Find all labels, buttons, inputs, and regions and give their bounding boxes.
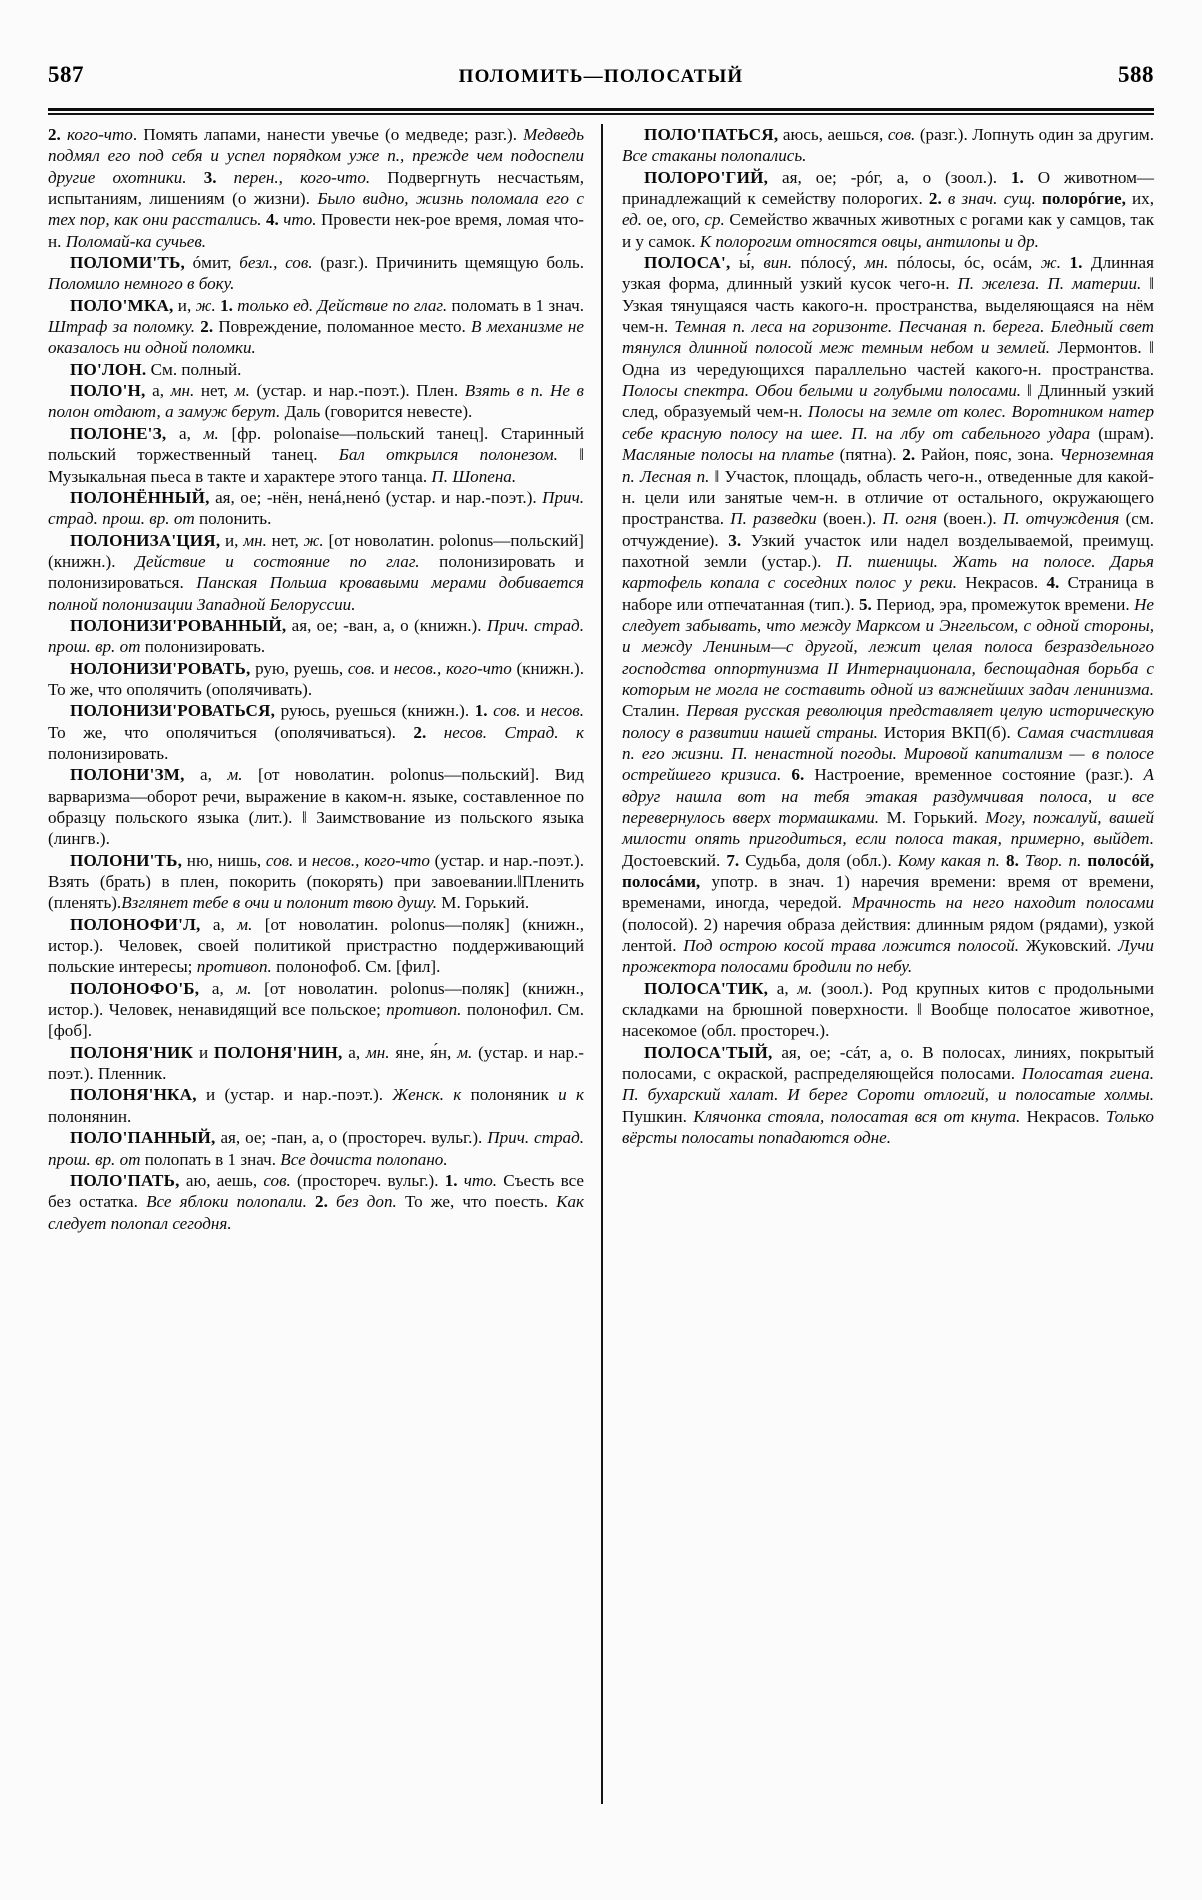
folio-left: 587 [48, 62, 84, 87]
dictionary-entry: ПОЛОРО'ГИЙ, ая, ое; -рóг, а, о (зоол.). 1. О животном—принадлежащий к семейству полорогих. 2. в знач. сущ. полорóгие, их, ед. ое, ого, ср. Семейство жвачных животных с рогами как у самцов, так и у самок. К полорогим относятся овцы, антилопы и др. [622, 167, 1155, 251]
running-title: ПОЛОМИТЬ—ПОЛОСАТЫЙ [458, 66, 744, 87]
dictionary-entry: ПОЛОНОФИ'Л, а, м. [от новолатин. polonus—поляк] (книжн., истор.). Человек, своей политикой пристрастно поддерживающий польские интересы; противоп. полонофоб. См. [фил]. [48, 914, 584, 977]
dictionary-entry: 2. кого-что. Помять лапами, нанести увечье (о медведе; разг.). Медведь подмял его под себя и успел порядком уже п., прежде чем подоспели другие охотники. 3. перен., кого-что. Подвергнуть несчастьям, испытаниям, лишениям (о жизни). Было видно, жизнь поломала его с тех пор, как они расстались. 4. что. Провести нек-рое время, ломая что-н. Поломай-ка сучьев. [48, 125, 585, 251]
rule-thin [48, 113, 1154, 115]
column-left [48, 124, 601, 1804]
column-container [48, 124, 1154, 1804]
header-rule [48, 108, 1154, 115]
dictionary-entry: ПОЛОМИ'ТЬ, óмит, безл., сов. (разг.). Причинить щемящую боль. Поломило немного в боку. [48, 253, 584, 294]
dictionary-entry: ПОЛОНЁННЫЙ, ая, ое; -нён, ненá,ненó (устар. и нар.-поэт.). Прич. страд. прош. вр. от полонить. [48, 487, 584, 529]
dictionary-entry: ПОЛО'ПАТЬ, аю, аешь, сов. (простореч. вульг.). 1. что. Съесть все без остатка. Все яблоки полопали. 2. без доп. То же, что поесть. Как следует полопал сегодня. [48, 1170, 585, 1233]
dictionary-entry: ПОЛО'ПАТЬСЯ, аюсь, аешься, сов. (разг.). Лопнуть один за другим. Все стаканы полопались. [622, 125, 1154, 166]
column-right [601, 124, 1154, 1804]
dictionary-entry: ПО'ЛОН. См. полный. [70, 359, 242, 379]
dictionary-entry: ПОЛО'Н, а, мн. нет, м. (устар. и нар.-поэт.). Плен. Взять в п. Не в полон отдают, а замуж берут. Даль (говорится невесте). [48, 381, 584, 422]
dictionary-entry: ПОЛОНИ'ТЬ, ню, нишь, сов. и несов., кого-что (устар. и нар.-поэт.). Взять (брать) в плен, покорить (покорять) при завоевании.‖Пленить (пленять).Взглянет тебе в очи и полонит твою душу. М. Горький. [48, 850, 584, 913]
dictionary-entry: ПОЛОНЕ'З, а, м. [фр. polonaise—польский танец]. Старинный польский торжественный танец. Бал открылся полонезом. ‖ Музыкальная пьеса в такте и характере этого танца. П. Шопена. [48, 423, 584, 486]
dictionary-entry: НОЛОНИЗИ'РОВАТЬ, рую, руешь, сов. и несов., кого-что (книжн.). То же, что ополячить (ополячивать). [48, 658, 584, 699]
dictionary-entry: ПОЛОНИЗА'ЦИЯ, и, мн. нет, ж. [от новолатин. polonus—польский] (книжн.). Действие и состояние по глаг. полонизировать и полонизироваться. Панская Польша кровавыми мерами добивается полной полонизации Западной Белоруссии. [48, 530, 585, 614]
dictionary-entry: ПОЛОНЯ'НКА, и (устар. и нар.-поэт.). Женск. к полоняник и к полонянин. [48, 1085, 584, 1126]
folio-right: 588 [1118, 62, 1154, 87]
dictionary-entry: ПОЛОНЯ'НИК и ПОЛОНЯ'НИН, а, мн. яне, я́н, м. (устар. и нар.-поэт.). Пленник. [48, 1042, 584, 1084]
dictionary-entry: ПОЛОНИЗИ'РОВАТЬСЯ, руюсь, руешься (книжн.). 1. сов. и несов. То же, что ополячиться (ополячиваться). 2. несов. Страд. к полонизировать. [48, 701, 584, 763]
dictionary-entry: ПОЛО'МКА, и, ж. 1. только ед. Действие по глаг. поломать в 1 знач. Штраф за поломку. 2. Повреждение, поломанное место. В механизме не оказалось ни одной поломки. [48, 295, 585, 358]
dictionary-entry: ПОЛОСА', ы́, вин. пóлосý, мн. пóлосы, óс, осáм, ж. 1. Длинная узкая форма, длинный узкий кусок чего-н. П. железа. П. материи. ‖ Узкая тянущаяся часть какого-н. пространства, выделяющаяся на нём чем-н. Темная п. леса на горизонте. Песчаная п. берега. Бледный свет тянулся длинной полосой меж темным небом и землей. Лермонтов. ‖ Одна из чередующихся параллельно частей какого-н. пространства. Полосы спектра. Обои белыми и голубыми полосами. ‖ Длинный узкий след, образуемый чем-н. Полосы на земле от колес. Воротником натер себе красную полосу на шее. П. на лбу от сабельного удара (шрам). Масляные полосы на платье (пятна). 2. Район, пояс, зона. Черноземная п. Лесная п. ‖ Участок, площадь, область чего-н., отведенные для какой-н. цели или занятые чем-н. в отличие от остального, окружающего пространства. П. разведки (воен.). П. огня (воен.). П. отчуждения (см. отчуждение). 3. Узкий участок или надел возделываемой, преимущ. пахотной земли (устар.). П. пшеницы. Жать на полосе. Дарья картофель копала с соседних полос у реки. Некрасов. 4. Страница в наборе или отпечатанная (тип.). 5. Период, эра, промежуток времени. Не следует забывать, что между Марксом и Энгельсом, с одной стороны, и между Лениным—с другой, лежит целая полоса безраздельного господства оппортунизма II Интернационала, беспощадная борьба с которым не могла не составить одной из важнейших задач ленинизма. Сталин. Первая русская революция представляет целую историческую полосу в развитии нашей страны. История ВКП(б). Самая счастливая п. его жизни. П. ненастной погоды. Мировой капитализм — в полосе острейшего кризиса. 6. Настроение, временное состояние (разг.). А вдруг нашла вот на тебя этакая раздумчивая полоса, и все перевернулось вверх тормашками. М. Горький. Могу, пожалуй, вашей милости опять пригодиться, если полоса такая, примерно, выйдет. Достоевский. 7. Судьба, доля (обл.). Кому какая п. 8. Твор. п. полосóй, полосáми, употр. в знач. 1) наречия времени: время от времени, временами, иногда, чередой. Мрачность на него находит полосами (полосой). 2) наречия образа действия: длинным рядом (рядами), узкой лентой. Под острою косой трава ложится полосой. Жуковский. Лучи прожектора полосами бродили по небу. [622, 253, 1155, 977]
dictionary-entry: ПОЛОНОФО'Б, а, м. [от новолатин. polonus—поляк] (книжн., истор.). Человек, ненавидящий все польское; противоп. полонофил. См. [фоб]. [48, 978, 585, 1041]
dictionary-entry: ПОЛОСА'ТЫЙ, ая, ое; -сáт, а, о. В полосах, линиях, покрытый полосами, с окраской, распределяющейся полосами. Полосатая гиена. П. бухарский халат. И берег Сороти отлогий, и полосатые холмы. Пушкин. Клячонка стояла, полосатая вся от кнута. Некрасов. Только вёрсты полосаты попадаются одне. [622, 1042, 1154, 1148]
running-head [48, 62, 1154, 96]
dictionary-entry: ПОЛО'ПАННЫЙ, ая, ое; -пан, а, о (простореч. вульг.). Прич. страд. прош. вр. от полопать в 1 знач. Все дочиста полопано. [48, 1128, 584, 1169]
dictionary-entry: ПОЛОНИЗИ'РОВАННЫЙ, ая, ое; -ван, а, о (книжн.). Прич. страд. прош. вр. от полонизировать. [48, 615, 584, 657]
dictionary-entry: ПОЛОСА'ТИК, а, м. (зоол.). Род крупных китов с продольными складками на брюшной поверхности. ‖ Вообще полосатое животное, насекомое (обл. простореч.). [622, 978, 1154, 1041]
dictionary-entry: ПОЛОНИ'ЗМ, а, м. [от новолатин. polonus—польский]. Вид варваризма—оборот речи, выражение в каком-н. языке, составленное по образцу польского языка (лит.). ‖ Заимствование из польского языка (лингв.). [48, 765, 584, 849]
